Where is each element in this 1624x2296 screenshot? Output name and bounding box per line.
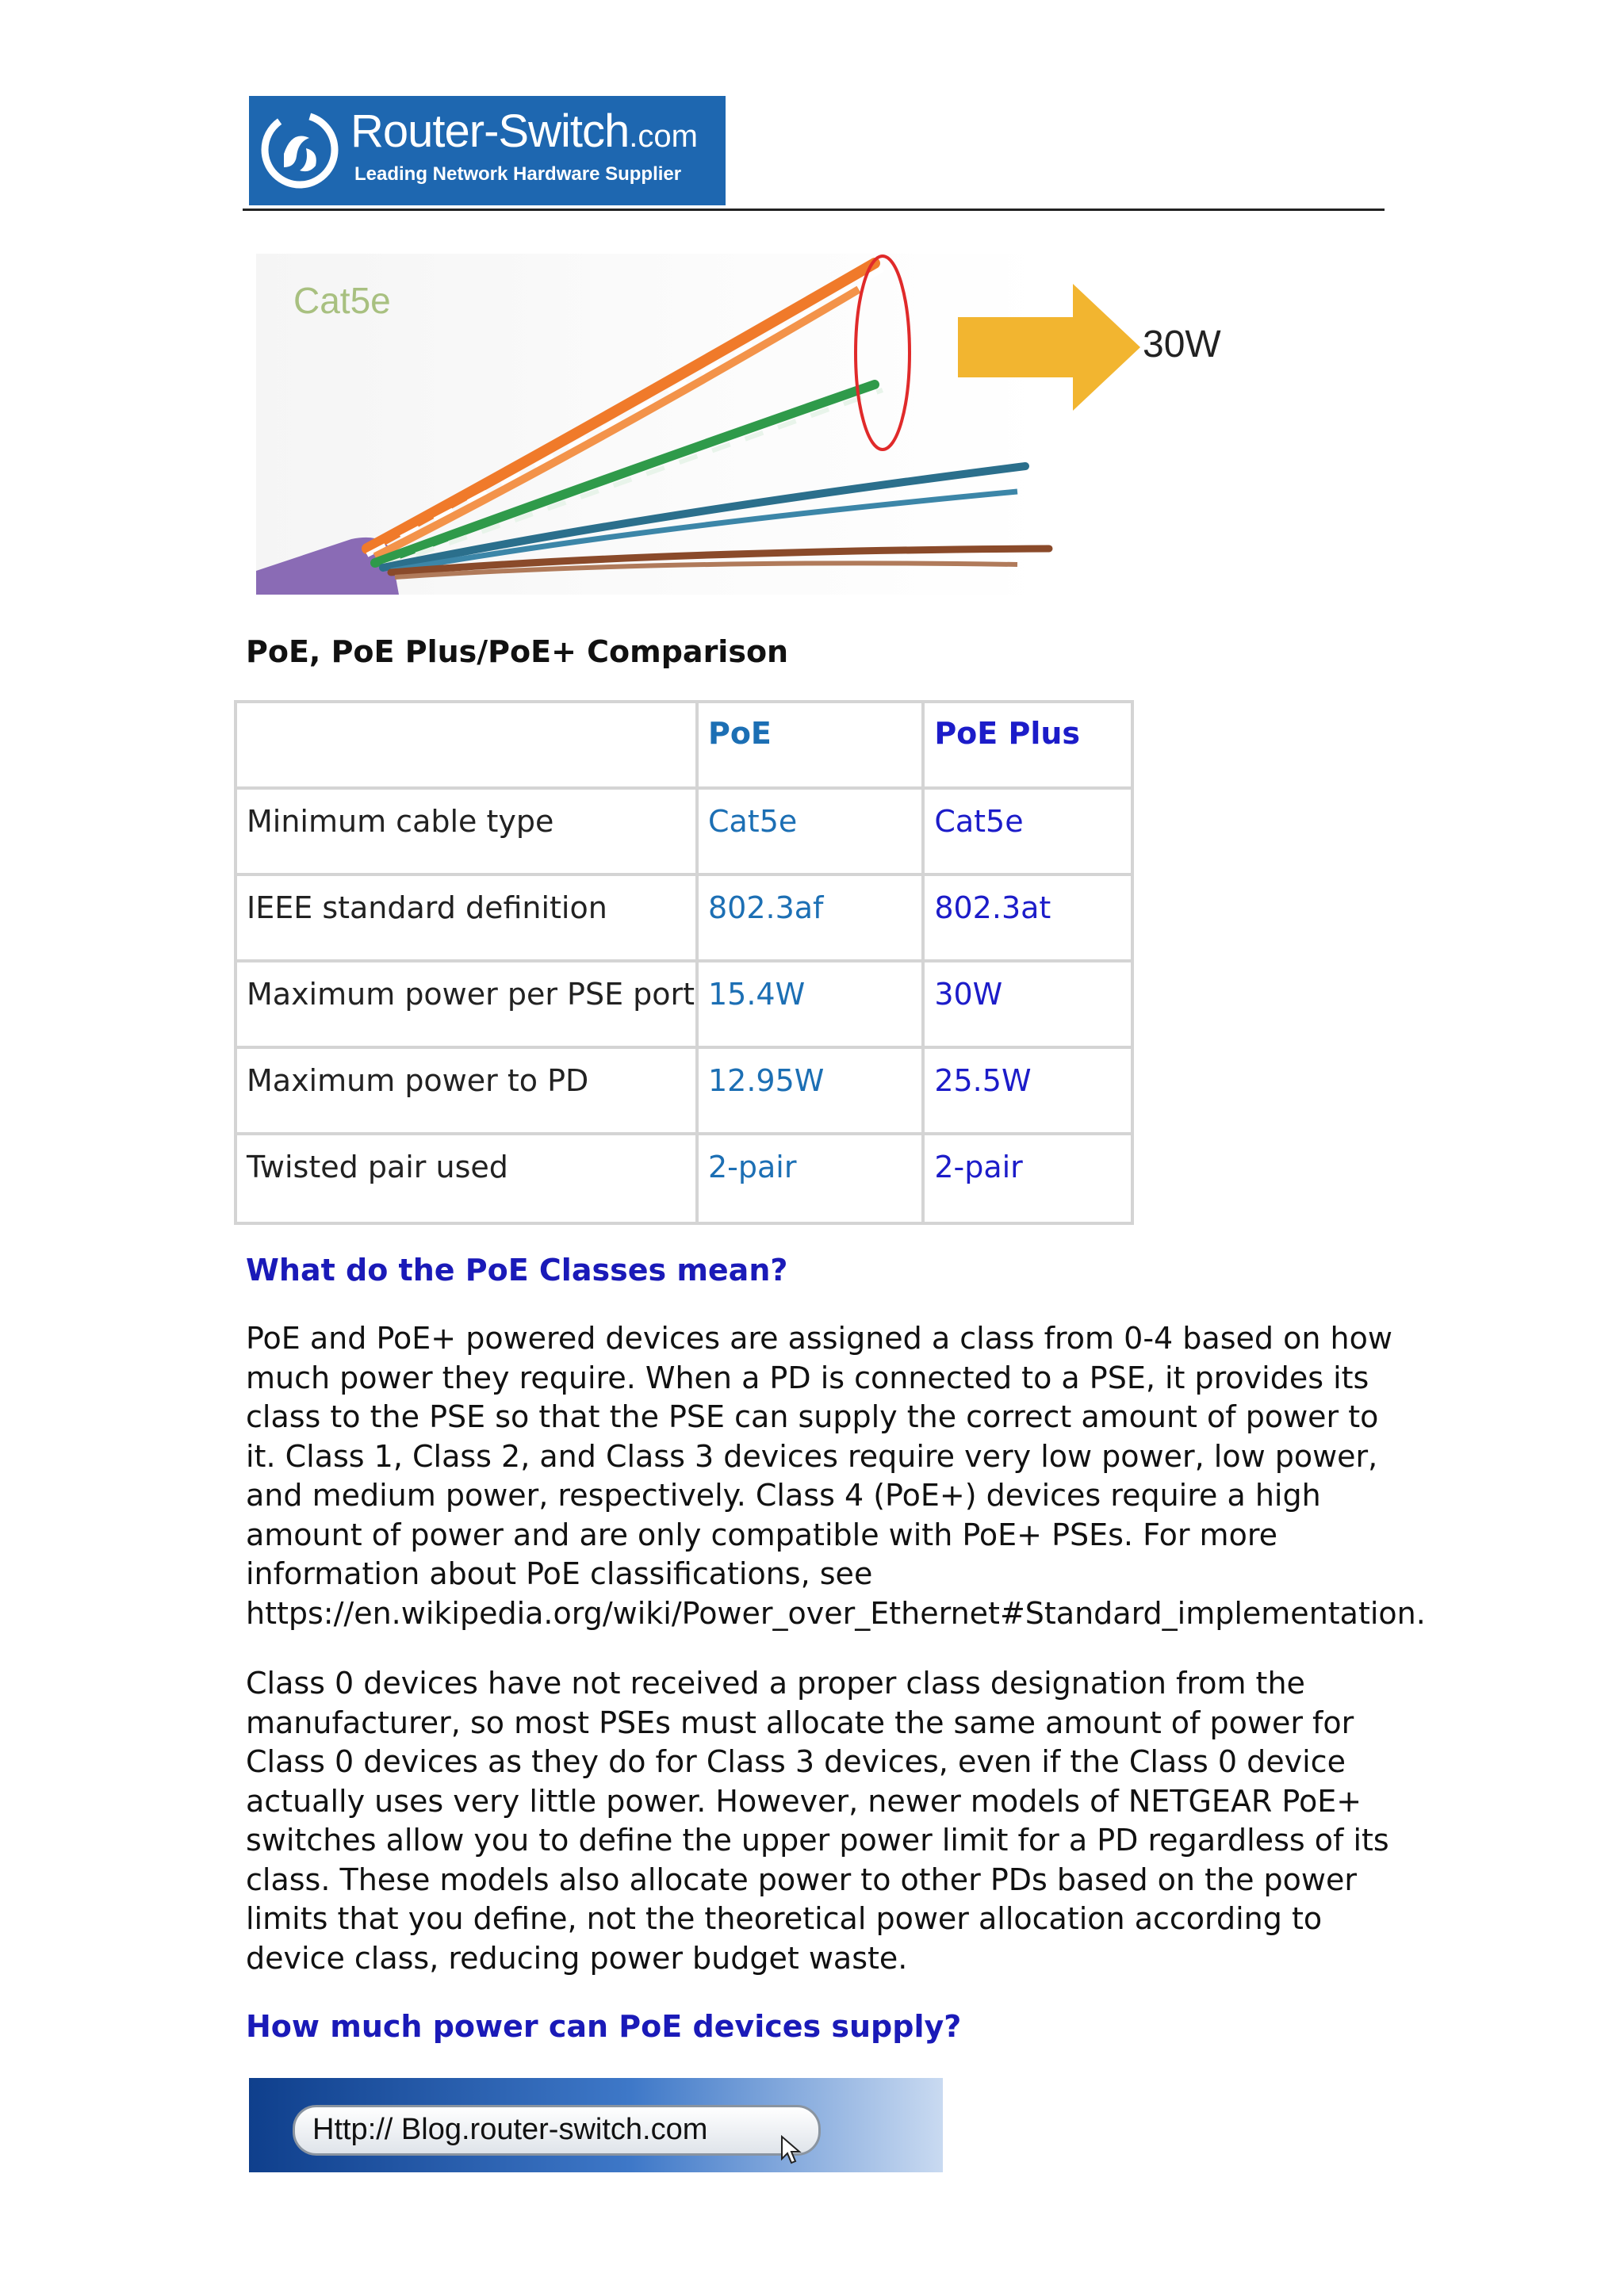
poe-plus-value: 2-pair xyxy=(934,1150,1023,1184)
poe-plus-value: 25.5W xyxy=(925,1049,1131,1135)
comparison-title: PoE, PoE Plus/PoE+ Comparison xyxy=(246,634,789,669)
power-supply-heading: How much power can PoE devices supply? xyxy=(246,2009,962,2044)
row-label: Maximum power per PSE port xyxy=(237,962,699,1049)
brand-logo xyxy=(249,96,726,205)
brand-tagline: Leading Network Hardware Supplier xyxy=(354,163,682,185)
table-header-poe-plus: PoE Plus xyxy=(925,703,1131,790)
table-row xyxy=(237,1135,1131,1222)
classes-paragraph: PoE and PoE+ powered devices are assigned a class from 0-4 based on how much power they require. When a PD is connected to a PSE, it provides its class to the PSE so that the PSE can supply the correct amount of power to it. Class 1, Class 2, and Class 3 devices require very low power, low power, and medium power, respectively. Class 4 (PoE+) devices require a high amount of power and are only compatible with PoE+ PSEs. For more information about PoE classifications, see https://en.wikipedia.org/wiki/Power_over_Ethernet#Standard_implementation. xyxy=(246,1321,1426,1631)
row-label: Twisted pair used xyxy=(237,1135,699,1222)
classes-heading: What do the PoE Classes mean? xyxy=(246,1253,788,1288)
cable-label: Cat5e xyxy=(293,280,391,321)
poe-value: 15.4W xyxy=(699,962,925,1049)
blog-banner[interactable] xyxy=(249,2078,943,2172)
brand-name-text: Router-Switch xyxy=(350,105,630,157)
comparison-table xyxy=(234,700,1134,1225)
poe-value: Cat5e xyxy=(699,790,925,876)
poe-value: 12.95W xyxy=(699,1049,925,1135)
cursor-icon xyxy=(780,2135,804,2167)
row-label: IEEE standard definition xyxy=(237,876,699,962)
poe-value: 2-pair xyxy=(699,1135,925,1222)
table-row xyxy=(237,962,1131,1049)
poe-value: 802.3af xyxy=(699,876,925,962)
blog-url[interactable]: Http:// Blog.router-switch.com xyxy=(312,2113,708,2146)
table-row xyxy=(237,790,1131,876)
table-header-row xyxy=(237,703,1131,790)
class-zero-paragraph: Class 0 devices have not received a proper class designation from the manufacturer, so most PSEs must allocate the same amount of power for Class 0 devices as they do for Class 3 devices, even if the Class 0 device actually uses very little power. However, newer models of NETGEAR PoE+ switches allow you to define the upper power limit for a PD regardless of its class. These models also allocate power to other PDs based on the power limits that you define, not the theoretical power allocation according to device class, reducing power budget waste. xyxy=(246,1666,1389,1976)
row-label: Maximum power to PD xyxy=(237,1049,699,1135)
swirl-logo-icon xyxy=(260,110,339,189)
table-row xyxy=(237,1049,1131,1135)
cat5e-cable-illustration xyxy=(256,254,1287,595)
table-header-poe: PoE xyxy=(699,703,925,790)
poe-plus-value: 30W xyxy=(925,962,1131,1049)
brand-name xyxy=(350,105,698,157)
poe-plus-value: Cat5e xyxy=(925,790,1131,876)
row-label: Minimum cable type xyxy=(237,790,699,876)
table-header-blank xyxy=(237,703,699,790)
table-row xyxy=(237,876,1131,962)
power-label: 30W xyxy=(1143,323,1221,365)
poe-plus-value: 802.3at xyxy=(925,876,1131,962)
header-divider xyxy=(243,209,1385,211)
brand-domain: .com xyxy=(629,119,698,154)
